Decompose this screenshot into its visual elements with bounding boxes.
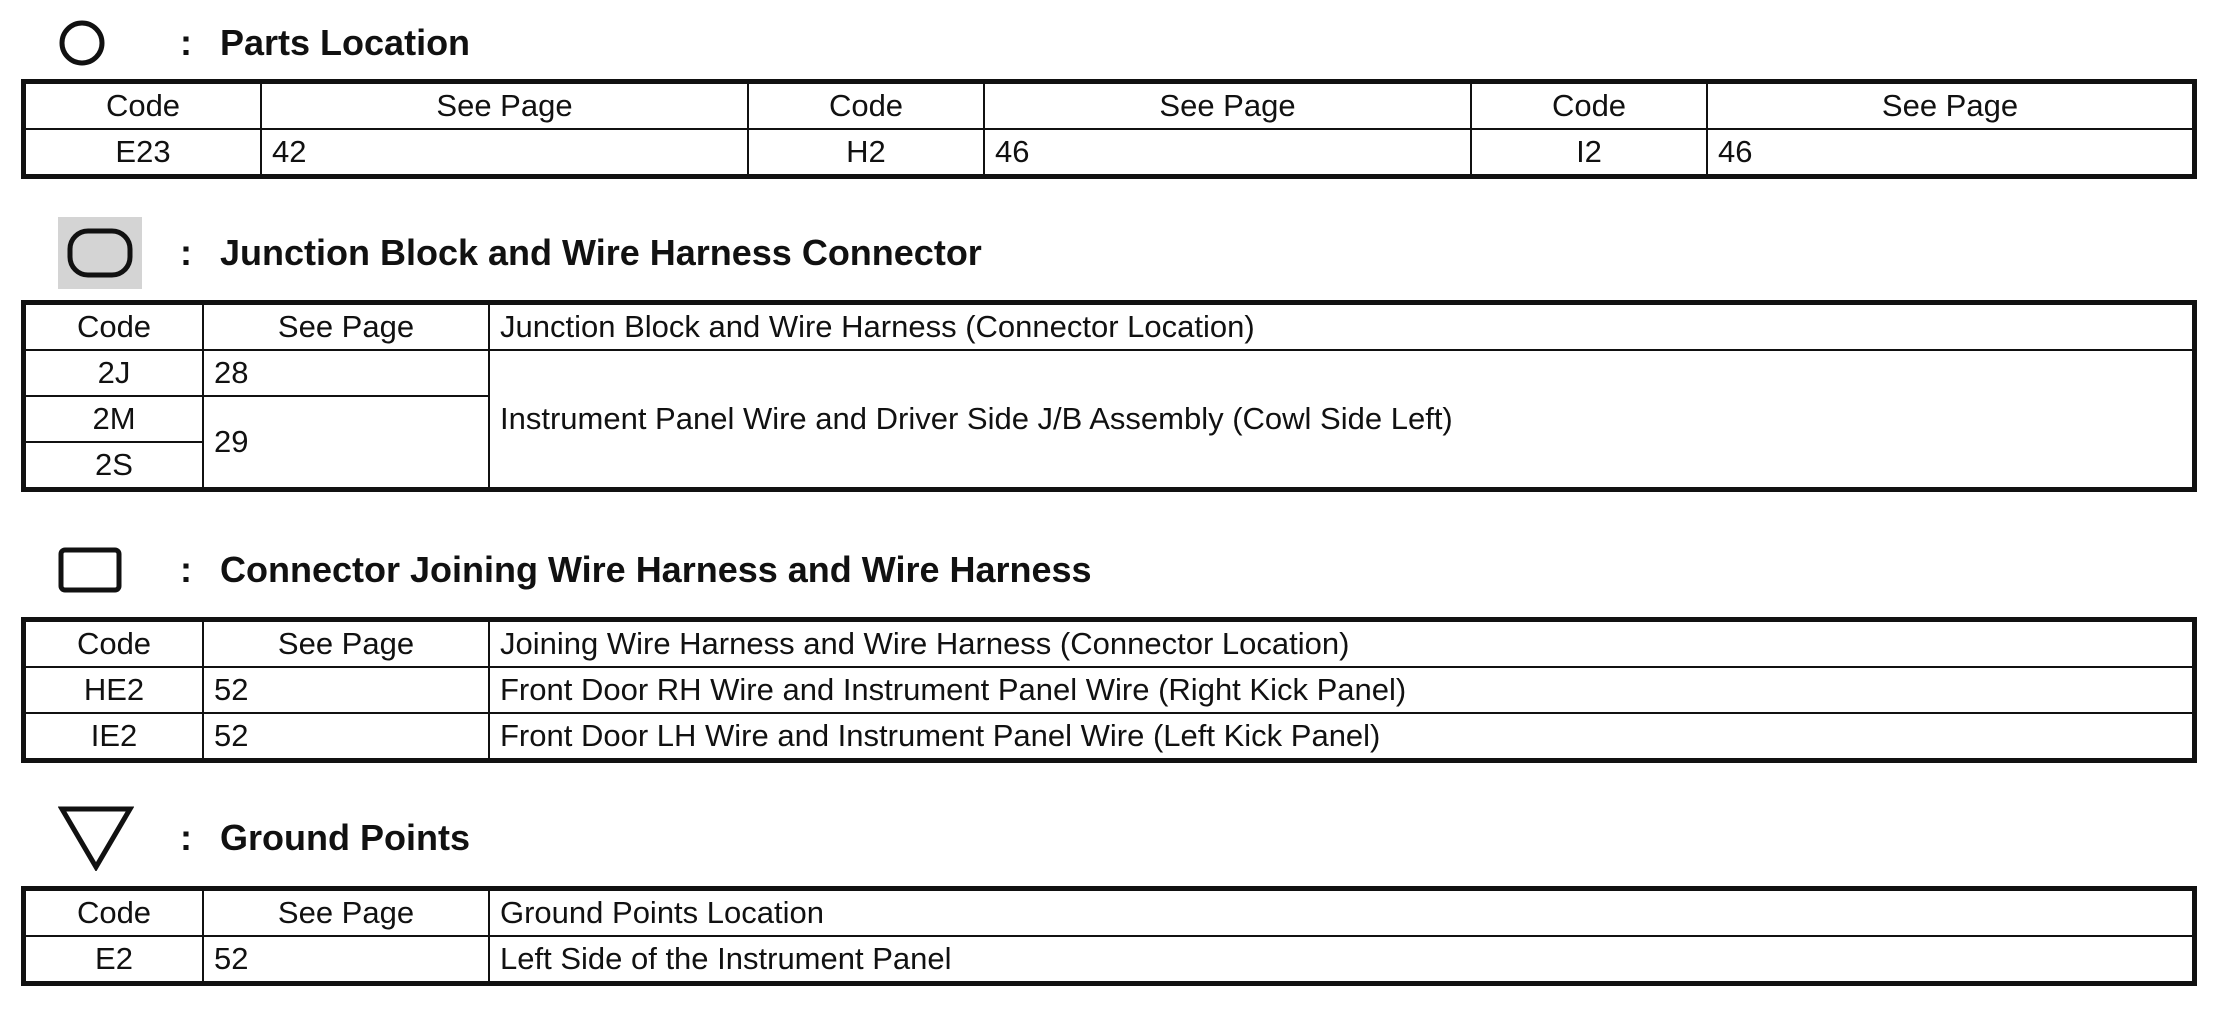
table-row: [25, 667, 2193, 713]
connector-joining-table: [24, 620, 2194, 760]
inverted-triangle-icon: [58, 805, 134, 871]
section-title: Parts Location: [220, 22, 471, 63]
junction-block-header: [24, 218, 2192, 288]
column-header-see-page: See Page: [261, 83, 748, 129]
location-cell: Front Door LH Wire and Instrument Panel Wire (Left Kick Panel): [489, 713, 2193, 759]
page-cell: 42: [261, 129, 748, 175]
table-header-row: [25, 621, 2193, 667]
parts-location-header: [24, 8, 2192, 78]
section-colon: :: [180, 22, 192, 63]
code-cell: I2: [1471, 129, 1707, 175]
table-row: [25, 350, 2193, 396]
column-header-location: Ground Points Location: [489, 890, 2193, 936]
code-cell: HE2: [25, 667, 203, 713]
circle-outline-icon: [58, 19, 106, 67]
ground-points-table: [24, 889, 2194, 983]
column-header-see-page: See Page: [1707, 83, 2193, 129]
column-header-see-page: See Page: [203, 621, 489, 667]
column-header-see-page: See Page: [203, 304, 489, 350]
column-header-code: Code: [25, 621, 203, 667]
page-cell: 46: [1707, 129, 2193, 175]
section-colon: :: [180, 232, 192, 273]
column-header-code: Code: [25, 83, 261, 129]
column-header-location: Junction Block and Wire Harness (Connector Location): [489, 304, 2193, 350]
rounded-rectangle-gray-icon: [58, 217, 142, 289]
code-cell: IE2: [25, 713, 203, 759]
table-row: [25, 129, 2193, 175]
column-header-location: Joining Wire Harness and Wire Harness (Connector Location): [489, 621, 2193, 667]
table-row: [25, 936, 2193, 982]
page-cell: 52: [203, 713, 489, 759]
connector-joining-header: [24, 535, 2192, 605]
column-header-code: Code: [25, 890, 203, 936]
page-cell: 28: [203, 350, 489, 396]
page-cell: 52: [203, 936, 489, 982]
location-cell: Front Door RH Wire and Instrument Panel Wire (Right Kick Panel): [489, 667, 2193, 713]
column-header-code: Code: [748, 83, 984, 129]
code-cell: 2J: [25, 350, 203, 396]
section-title: Junction Block and Wire Harness Connector: [220, 232, 982, 273]
parts-location-table: [24, 82, 2194, 176]
location-cell: Left Side of the Instrument Panel: [489, 936, 2193, 982]
ground-points-header: [24, 803, 2192, 873]
table-header-row: [25, 83, 2193, 129]
section-title: Connector Joining Wire Harness and Wire Harness: [220, 549, 1092, 590]
code-cell: 2S: [25, 442, 203, 488]
column-header-see-page: See Page: [984, 83, 1471, 129]
junction-block-table: [24, 303, 2194, 489]
rectangle-outline-icon: [58, 547, 122, 593]
column-header-code: Code: [25, 304, 203, 350]
section-colon: :: [180, 549, 192, 590]
section-title: Ground Points: [220, 817, 470, 858]
column-header-code: Code: [1471, 83, 1707, 129]
table-header-row: [25, 890, 2193, 936]
page-cell: 52: [203, 667, 489, 713]
location-cell: Instrument Panel Wire and Driver Side J/B Assembly (Cowl Side Left): [489, 350, 2193, 488]
section-colon: :: [180, 817, 192, 858]
code-cell: E23: [25, 129, 261, 175]
code-cell: H2: [748, 129, 984, 175]
code-cell: 2M: [25, 396, 203, 442]
column-header-see-page: See Page: [203, 890, 489, 936]
table-row: [25, 713, 2193, 759]
page-cell: 46: [984, 129, 1471, 175]
page-cell: 29: [203, 396, 489, 488]
table-header-row: [25, 304, 2193, 350]
code-cell: E2: [25, 936, 203, 982]
